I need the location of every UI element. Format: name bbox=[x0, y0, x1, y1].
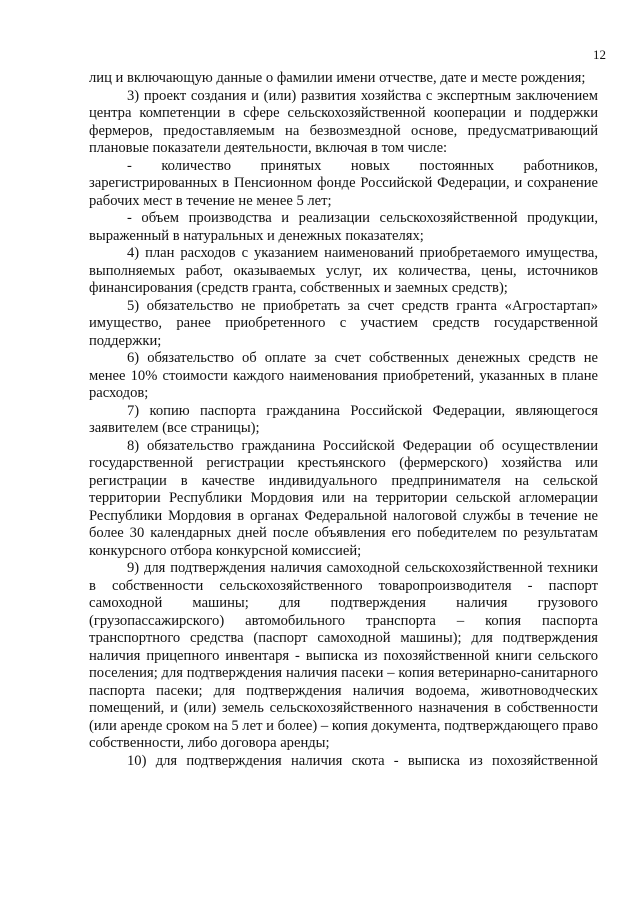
paragraph-item-4: 4) план расходов с указанием наименований приобретаемого имущества, выполняемых работ, оказываемых услуг, их количества, цены, источников финансирования (средств гранта, собственных и заемных средств); bbox=[89, 245, 598, 296]
paragraph-item-9: 9) для подтверждения наличия самоходной сельскохозяйственной техники в собственности сельскохозяйственного товаропроизводителя - паспорт самоходной машины; для подтверждения наличия грузового (грузопассажирского) автомобильного транспорта – копия паспорта транспортного средства (паспорт самоходной машины); для подтверждения наличия прицепного инвентаря - выписка из похозяйственной книги сельского поселения; для подтверждения наличия пасеки – копия ветеринарно-санитарного паспорта пасеки; для подтверждения наличия водоема, животноводческих помещений, и (или) земель сельскохозяйственного назначения в собственности (или аренде сроком на 5 лет и более) – копия документа, подтверждающего право собственности, либо договора аренды; bbox=[89, 560, 598, 751]
paragraph-1: лиц и включающую данные о фамилии имени отчестве, дате и месте рождения; bbox=[89, 70, 586, 86]
paragraph-item-5: 5) обязательство не приобретать за счет средств гранта «Агростартап» имущество, ранее приобретенного с участием средств государственной поддержки; bbox=[89, 297, 598, 349]
document-body bbox=[89, 70, 598, 770]
paragraph-bullet-workers: - количество принятых новых постоянных работников, зарегистрированных в Пенсионном фонде Российской Федерации, и сохранение рабочих мест в течение не менее 5 лет; bbox=[89, 157, 598, 209]
paragraph-item-6: 6) обязательство об оплате за счет собственных денежных средств не менее 10% стоимости каждого наименования приобретений, указанных в плане расходов; bbox=[89, 350, 598, 401]
paragraph-item-10: 10) для подтверждения наличия скота - выписка из похозяйственной bbox=[127, 752, 598, 769]
paragraph-bullet-production: - объем производства и реализации сельскохозяйственной продукции, выраженный в натуральных и денежных показателях; bbox=[89, 210, 598, 244]
paragraph-item-3: 3) проект создания и (или) развития хозяйства с экспертным заключением центра компетенции в сфере сельскохозяйственной кооперации и поддержки фермеров, предоставляемым на безвозмездной основе, предусматривающий плановые показатели деятельности, включая в том числе: bbox=[89, 87, 598, 156]
page-number: 12 bbox=[593, 47, 606, 62]
paragraph-item-8: 8) обязательство гражданина Российской Федерации об осуществлении государственной регистрации крестьянского (фермерского) хозяйства или регистрации в качестве индивидуального предпринимателя на сельской территории Республики Мордовия или на территории сельской агломерации Республики Мордовия в органах Федеральной налоговой службы в течение не более 30 календарных дней после объявления его победителем по результатам конкурсного отбора конкурсной комиссией; bbox=[89, 437, 598, 559]
paragraph-item-7: 7) копию паспорта гражданина Российской Федерации, являющегося заявителем (все страницы); bbox=[89, 402, 598, 436]
